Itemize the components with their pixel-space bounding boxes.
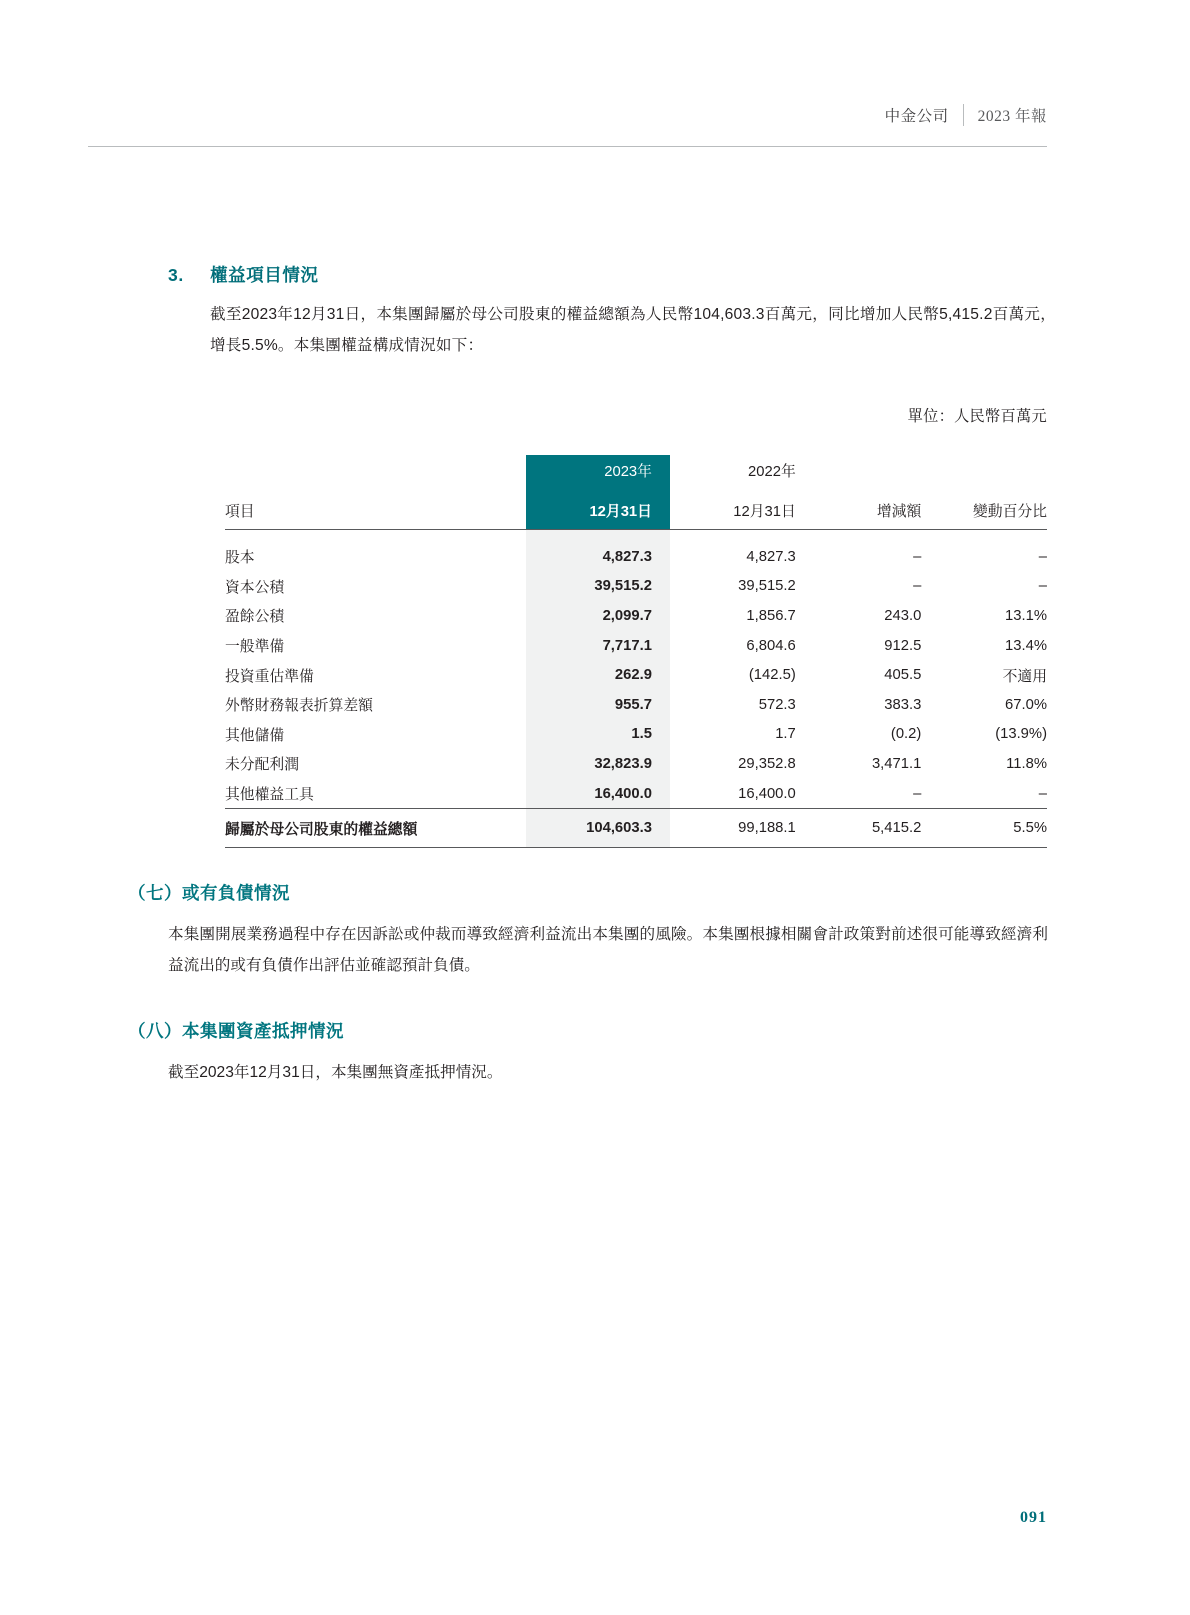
row-value-2023: 39,515.2 xyxy=(526,572,670,602)
row-label: 未分配利潤 xyxy=(225,757,299,774)
row-value-delta: 243.0 xyxy=(884,607,922,624)
section-title: 權益項目情況 xyxy=(210,265,319,285)
header-pct-blank xyxy=(921,455,1047,487)
header-pct: 變動百分比 xyxy=(921,487,1047,530)
row-value-2023: 16,400.0 xyxy=(526,779,670,809)
spacer-cell-pct xyxy=(921,530,1047,543)
row-value-delta: – xyxy=(913,548,922,565)
row-value-2022: 4,827.3 xyxy=(746,548,796,565)
section-number: 3. xyxy=(168,265,184,285)
row-value-delta: – xyxy=(913,785,922,802)
row-value-2023: 32,823.9 xyxy=(526,749,670,779)
header-delta-blank xyxy=(796,455,922,487)
table-header-row-2 xyxy=(225,487,1047,530)
row-value-2022: 39,515.2 xyxy=(738,578,796,595)
row-value-pct: – xyxy=(1038,785,1047,802)
row-value-pct: 13.1% xyxy=(1005,607,1047,624)
header-item: 項目 xyxy=(225,487,526,530)
table-row xyxy=(225,631,1047,661)
row-value-delta: (0.2) xyxy=(890,726,922,743)
row-value-pct: 11.8% xyxy=(1006,755,1047,772)
header-2023-date: 12月31日 xyxy=(526,487,670,530)
spacer-cell xyxy=(225,530,526,543)
row-label: 一般準備 xyxy=(225,639,285,656)
table-row xyxy=(225,779,1047,809)
unit-note: 單位：人民幣百萬元 xyxy=(907,408,1047,425)
table-row xyxy=(225,542,1047,572)
row-value-2022: 29,352.8 xyxy=(738,755,796,772)
row-label: 其他權益工具 xyxy=(225,787,314,804)
row-value-2022: 6,804.6 xyxy=(746,637,796,654)
row-value-2022: 1.7 xyxy=(775,726,796,743)
table-head xyxy=(225,455,1047,530)
row-value-pct: 不適用 xyxy=(1002,668,1047,685)
subsection-7-paragraph: 本集團開展業務過程中存在因訴訟或仲裁而導致經濟利益流出本集團的風險。本集團根據相關會計政策對前述很可能導致經濟利益流出的或有負債作出評估並確認預計負債。 xyxy=(168,926,1048,975)
header-company-name: 中金公司 xyxy=(884,108,949,125)
row-label: 資本公積 xyxy=(225,579,285,596)
row-value-2022: 572.3 xyxy=(758,696,796,713)
section-paragraph: 截至2023年12月31日，本集團歸屬於母公司股東的權益總額為人民幣104,603.3百萬元，同比增加人民幣5,415.2百萬元，增長5.5%。本集團權益構成情況如下： xyxy=(210,306,1056,355)
table-row xyxy=(225,660,1047,690)
row-value-2023: 4,827.3 xyxy=(526,542,670,572)
header-report-year: 2023 年報 xyxy=(963,104,1047,126)
header-2022-year: 2022年 xyxy=(748,463,796,480)
table-row xyxy=(225,601,1047,631)
row-value-delta: 912.5 xyxy=(884,637,922,654)
row-value-delta: 383.3 xyxy=(884,696,922,713)
table-row xyxy=(225,572,1047,602)
subsection-asset-pledge xyxy=(128,1018,1048,1088)
row-value-pct: (13.9%) xyxy=(995,726,1047,743)
spacer-cell-2023 xyxy=(526,530,670,543)
equity-table xyxy=(225,455,1047,848)
table-header-row-1 xyxy=(225,455,1047,487)
row-value-2023: 2,099.7 xyxy=(526,601,670,631)
row-value-2023: 1.5 xyxy=(526,720,670,750)
equity-table-container xyxy=(225,455,1047,848)
row-label: 外幣財務報表折算差額 xyxy=(225,698,373,715)
page-number: 091 xyxy=(1020,1509,1047,1526)
table-total-row xyxy=(225,809,1047,848)
row-value-2023: 262.9 xyxy=(526,660,670,690)
table-body xyxy=(225,530,1047,848)
total-value-2023: 104,603.3 xyxy=(526,809,670,848)
table-row xyxy=(225,690,1047,720)
table-spacer-row xyxy=(225,530,1047,543)
row-label: 投資重估準備 xyxy=(225,668,314,685)
row-value-2023: 955.7 xyxy=(526,690,670,720)
row-value-delta: 3,471.1 xyxy=(871,755,922,772)
section-equity-items xyxy=(168,262,1068,361)
row-label: 盈餘公積 xyxy=(225,609,285,626)
section-heading xyxy=(168,262,1068,287)
total-value-2022: 99,188.1 xyxy=(670,809,796,848)
row-value-delta: – xyxy=(913,578,922,595)
spacer-cell-2022 xyxy=(670,530,796,543)
header-item-blank xyxy=(225,455,526,487)
row-label: 其他儲備 xyxy=(225,727,285,744)
header-2023-year: 2023年 xyxy=(526,455,670,487)
total-value-delta: 5,415.2 xyxy=(796,809,922,848)
subsection-7-title: （七）或有負債情況 xyxy=(128,883,290,903)
page-header xyxy=(88,104,1047,147)
row-value-pct: – xyxy=(1038,548,1047,565)
row-value-pct: 67.0% xyxy=(1005,696,1047,713)
spacer-cell-delta xyxy=(796,530,922,543)
subsection-8-title: （八）本集團資產抵押情況 xyxy=(128,1021,344,1041)
total-label: 歸屬於母公司股東的權益總額 xyxy=(225,809,526,848)
row-value-2023: 7,717.1 xyxy=(526,631,670,661)
subsection-8-paragraph: 截至2023年12月31日，本集團無資產抵押情況。 xyxy=(168,1064,503,1081)
total-value-pct: 5.5% xyxy=(921,809,1047,848)
table-row xyxy=(225,720,1047,750)
row-value-pct: 13.4% xyxy=(1005,637,1047,654)
row-value-delta: 405.5 xyxy=(884,667,922,684)
header-delta: 增減額 xyxy=(796,487,922,530)
row-value-2022: 16,400.0 xyxy=(738,785,796,802)
header-inner xyxy=(885,104,1047,126)
table-row xyxy=(225,749,1047,779)
row-value-2022: 1,856.7 xyxy=(746,607,796,624)
subsection-contingent-liabilities xyxy=(128,880,1048,981)
row-value-2022: (142.5) xyxy=(748,667,796,684)
row-value-pct: – xyxy=(1038,578,1047,595)
header-2022-date: 12月31日 xyxy=(670,487,796,530)
row-label: 股本 xyxy=(225,550,255,567)
